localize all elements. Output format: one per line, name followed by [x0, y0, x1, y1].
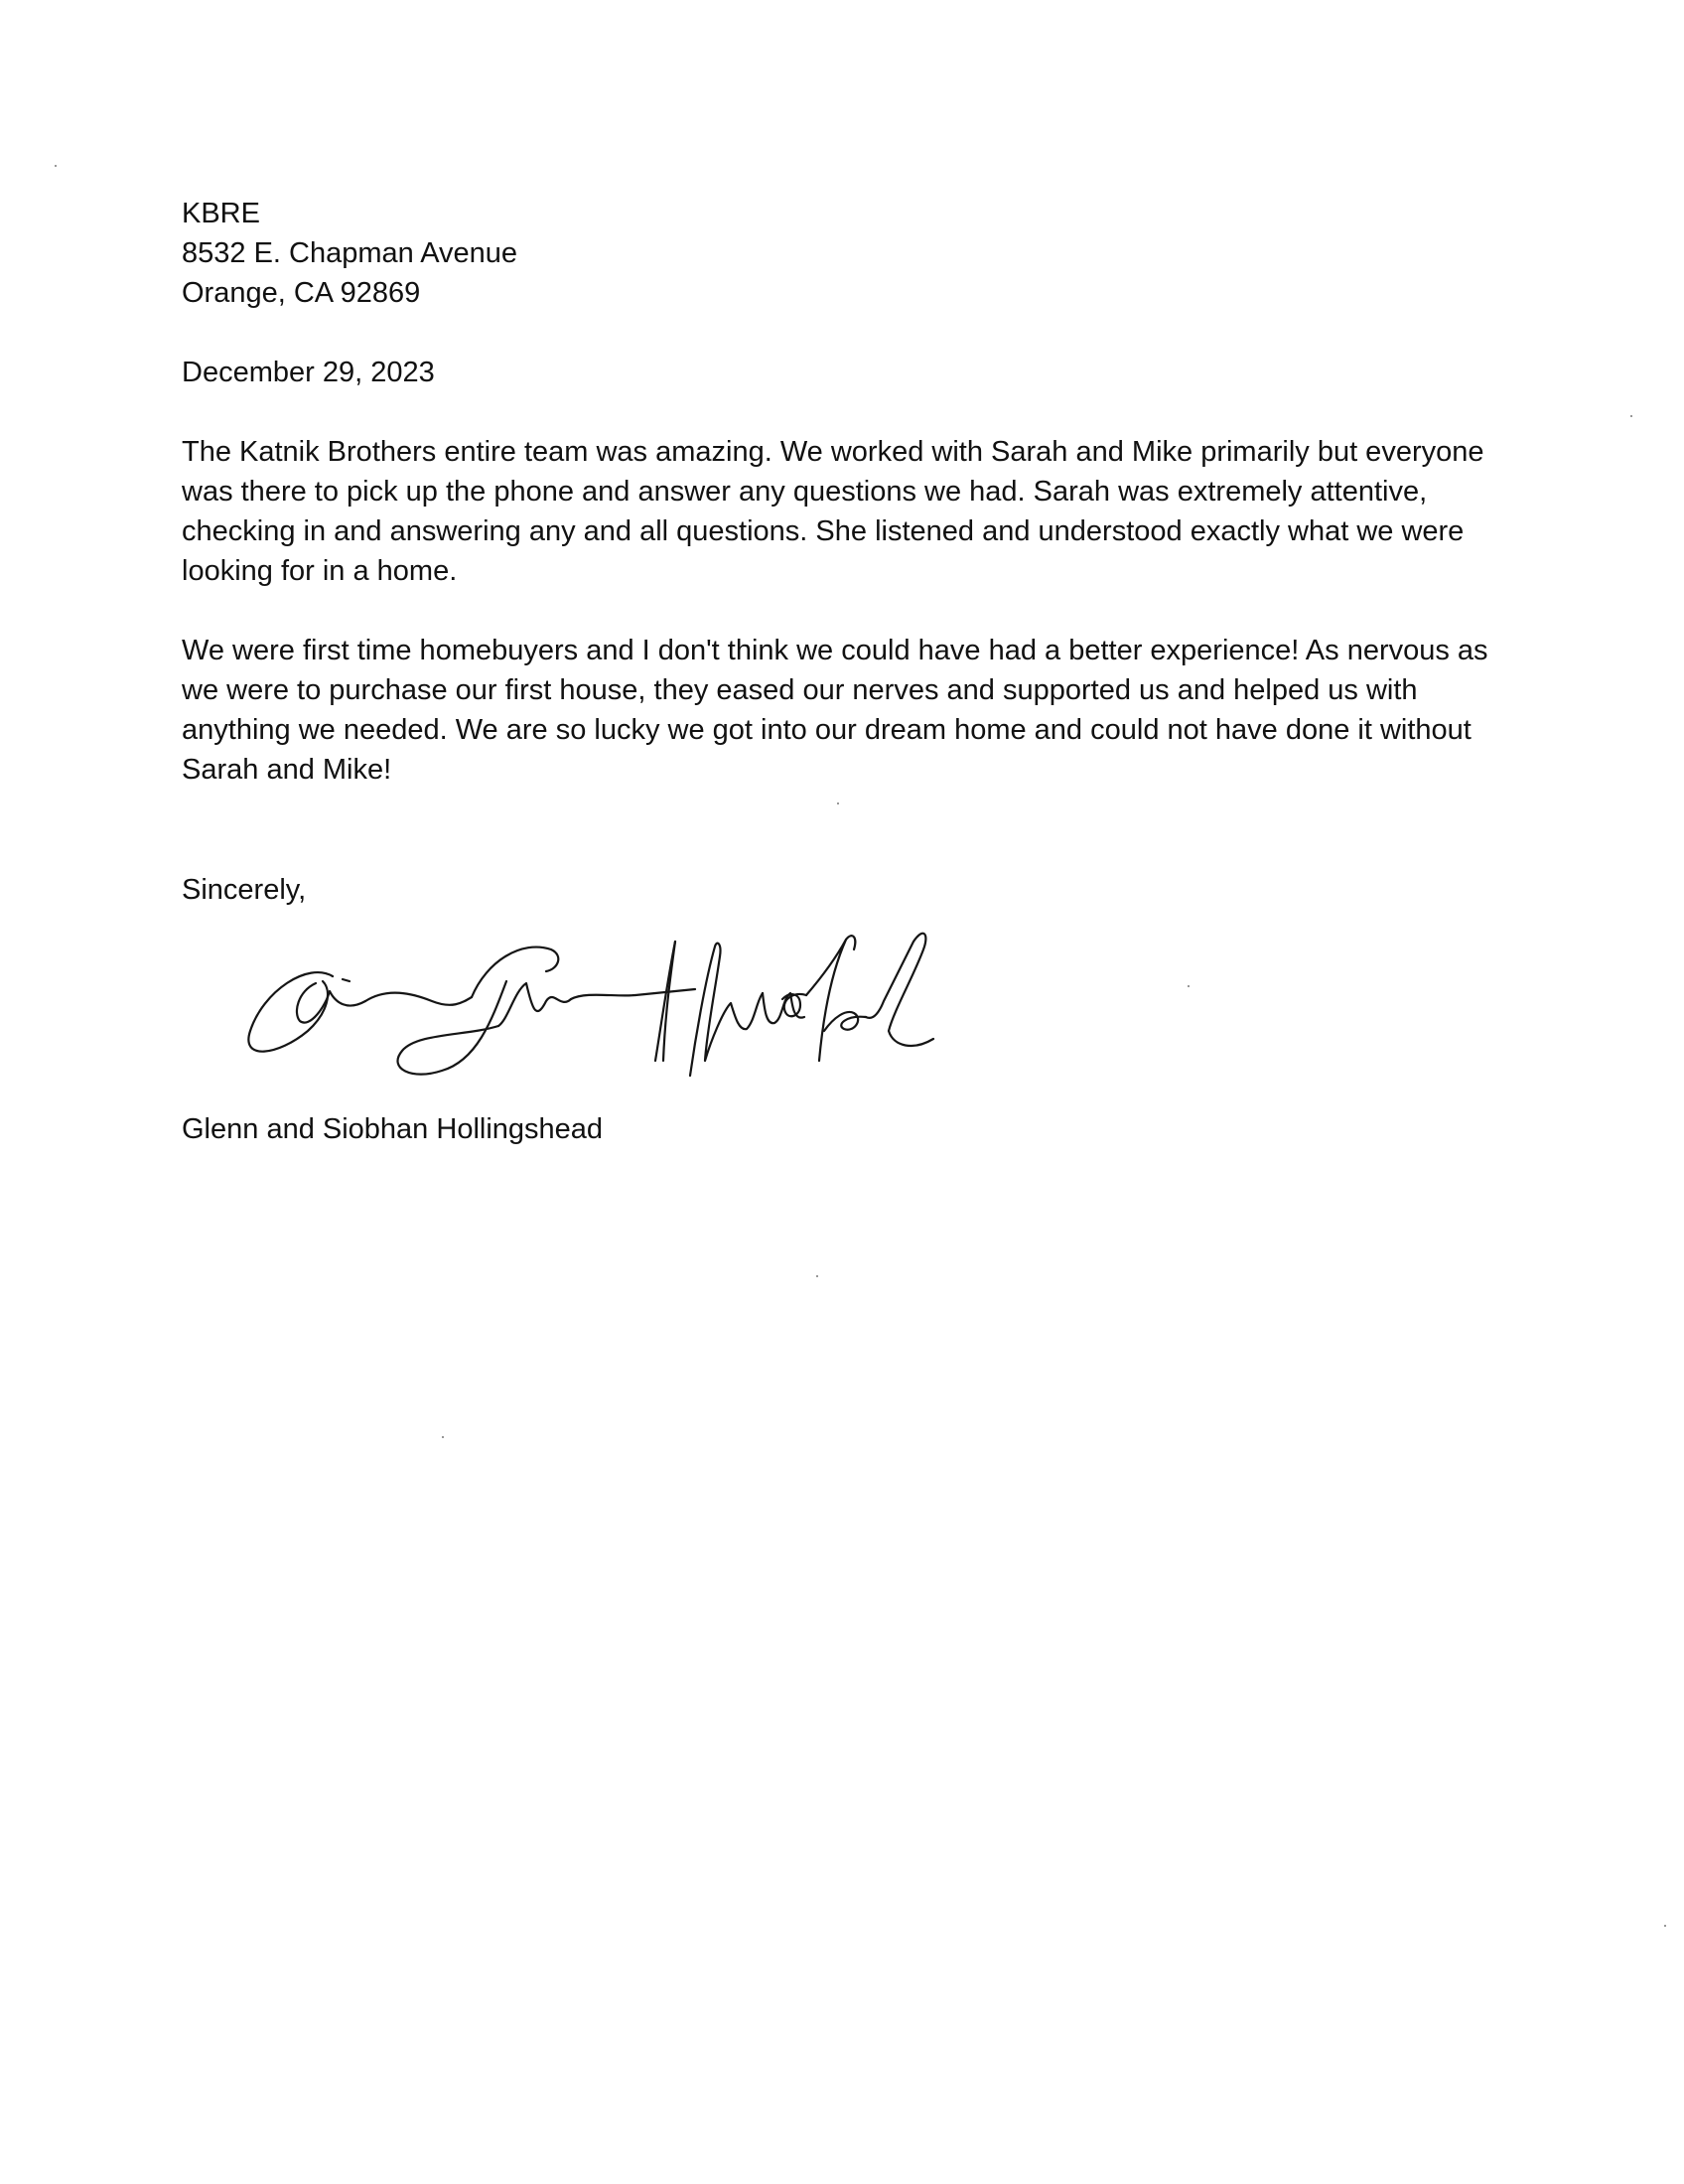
body-paragraph-1: The Katnik Brothers entire team was amazing. We worked with Sarah and Mike primarily but everyone was there to pick up the phone and answer any questions we had. Sarah was extremely attentive, checking in and answering any and all questions. She listened and understood exactly what we were looking for in a home.	[182, 436, 1484, 587]
recipient-address	[182, 194, 1512, 313]
letter-date: December 29, 2023	[182, 357, 435, 388]
recipient-city-state-zip: Orange, CA 92869	[182, 277, 421, 309]
signer-name: Glenn and Siobhan Hollingshead	[182, 1113, 604, 1145]
scan-speck	[816, 1275, 818, 1277]
scan-speck	[1188, 985, 1190, 987]
body-paragraph-2: We were first time homebuyers and I don't think we could have had a better experience! As nervous as we were to purchase our first house, they eased our nerves and supported us and helped us with anything we needed. We are so lucky we got into our dream home and could not have done it without Sarah and Mike!	[182, 635, 1488, 786]
scan-speck	[442, 1436, 444, 1438]
closing: Sincerely,	[182, 874, 307, 906]
handwritten-signature	[238, 922, 1092, 1100]
recipient-name: KBRE	[182, 198, 260, 229]
scan-speck	[55, 165, 57, 167]
recipient-street: 8532 E. Chapman Avenue	[182, 237, 518, 269]
scan-speck	[837, 802, 839, 804]
scan-speck	[1664, 1925, 1666, 1927]
scan-speck	[1630, 415, 1632, 417]
